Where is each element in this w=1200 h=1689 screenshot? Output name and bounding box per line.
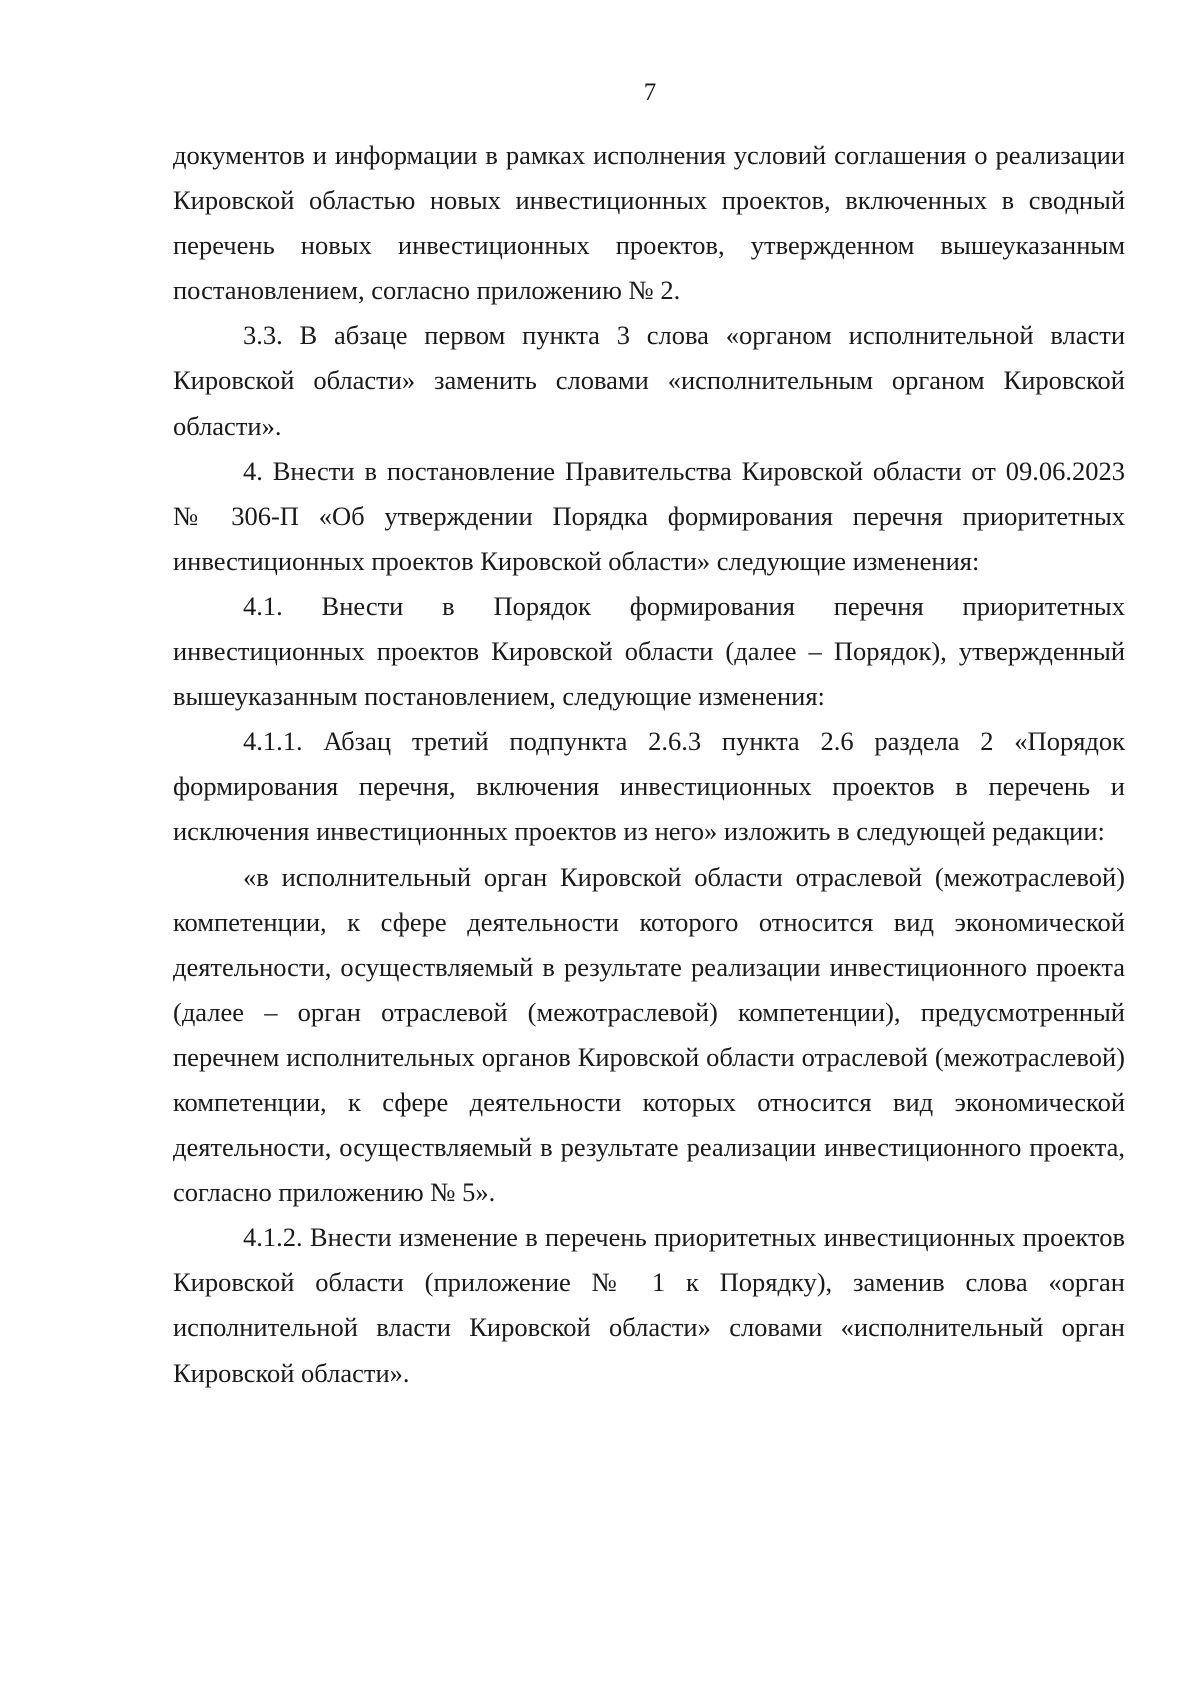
page-number: 7	[643, 79, 657, 106]
paragraph-quoted-text: «в исполнительный орган Кировской области отраслевой (межотраслевой) компетенции, к сфере деятельности которого относится вид экономической деятельности, осуществляемый в результате реализации инвестиционного проекта (далее – орган отраслевой (межотраслевой) компетенции), предусмотренный перечнем исполнительных органов Кировской области отраслевой (межотраслевой) компетенции, к сфере деятельности которых относится вид экономической деятельности, осуществляемый в результате реализации инвестиционного проекта, согласно приложению № 5».	[173, 861, 1125, 1208]
paragraph-4-1-1: 4.1.1. Абзац третий подпункта 2.6.3 пункта 2.6 раздела 2 «Порядок формирования перечня, включения инвестиционных проектов в перечень и исключения инвестиционных проектов из него» изложить в следующей редакции:	[173, 726, 1125, 847]
paragraph-continuation: документов и информации в рамках исполнения условий соглашения о реализации Кировской областью новых инвестиционных проектов, включенных в сводный перечень новых инвестиционных проектов, утвержденном вышеуказанным постановлением, согласно приложению № 2.	[173, 140, 1125, 306]
paragraph-4: 4. Внести в постановление Правительства Кировской области от 09.06.2023 № 306-П «Об утверждении Порядка формирования перечня приоритетных инвестиционных проектов Кировской области» следующие изменения:	[173, 455, 1125, 576]
paragraph-4-1: 4.1. Внести в Порядок формирования перечня приоритетных инвестиционных проектов Кировской области (далее – Порядок), утвержденный вышеуказанным постановлением, следующие изменения:	[173, 590, 1125, 712]
paragraph-3-3: 3.3. В абзаце первом пункта 3 слова «органом исполнительной власти Кировской области» заменить словами «исполнительным органом Кировской области».	[173, 320, 1125, 441]
document-body	[173, 133, 1125, 1396]
paragraph-4-1-2: 4.1.2. Внести изменение в перечень приоритетных инвестиционных проектов Кировской области (приложение № 1 к Порядку), заменив слова «орган исполнительной власти Кировской области» словами «исполнительный орган Кировской области».	[173, 1222, 1125, 1388]
